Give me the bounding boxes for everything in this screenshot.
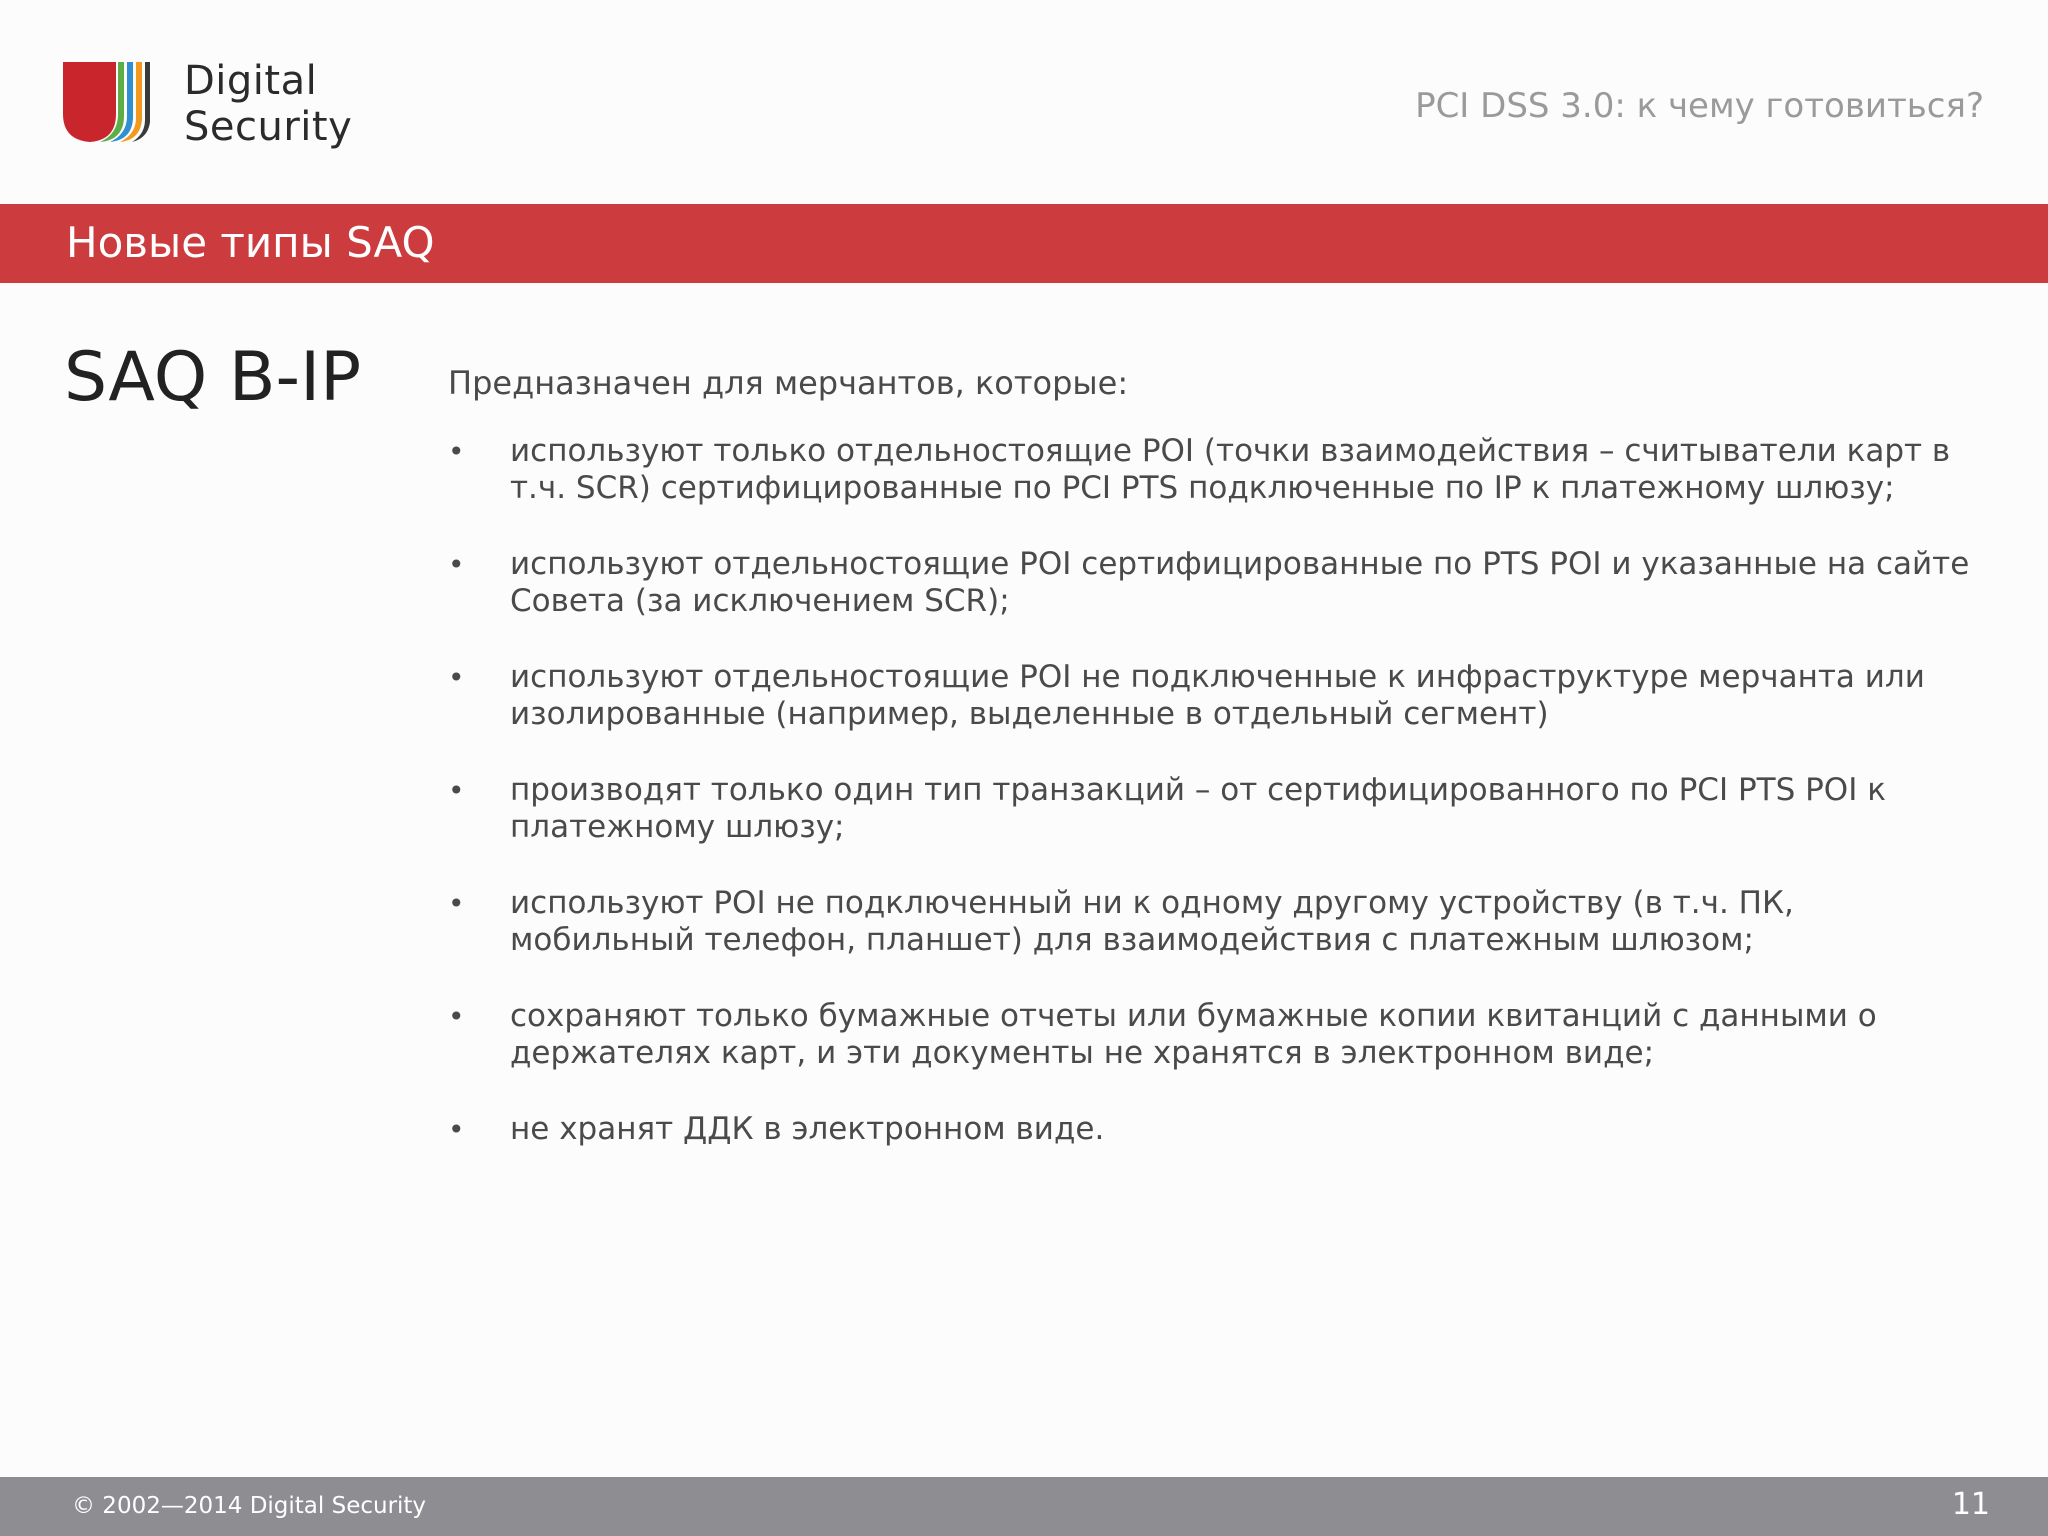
bullet-dot-icon: • — [448, 1113, 465, 1146]
main-content — [448, 363, 1988, 1187]
bullet-dot-icon: • — [448, 1000, 465, 1033]
list-item-text: используют POI не подключенный ни к одному другому устройству (в т.ч. ПК, мобильный телефон, планшет) для взаимодействия с платежным шлюзом; — [510, 885, 1794, 958]
footer — [0, 1477, 2048, 1536]
logo-text-line1: Digital — [184, 58, 318, 104]
list-item — [448, 772, 1988, 846]
intro-text: Предназначен для мерчантов, которые: — [448, 364, 1129, 402]
list-item-text: используют отдельностоящие POI не подключенные к инфраструктуре мерчанта или изолированные (например, выделенные в отдельный сегмент) — [510, 659, 1925, 732]
list-item — [448, 1111, 1988, 1148]
list-item — [448, 998, 1988, 1072]
list-item — [448, 659, 1988, 733]
copyright-text: © 2002—2014 Digital Security — [72, 1493, 427, 1519]
list-item — [448, 885, 1988, 959]
bullet-dot-icon: • — [448, 435, 465, 468]
list-item — [448, 433, 1988, 507]
page-number: 11 — [1951, 1487, 1990, 1522]
list-item — [448, 546, 1988, 620]
requirements-list — [448, 433, 1988, 1148]
logo-wordmark — [184, 58, 352, 150]
digital-security-logo — [60, 58, 353, 158]
slide-title: Новые типы SAQ — [66, 218, 435, 267]
saq-heading: SAQ B-IP — [64, 338, 362, 417]
title-bar — [0, 204, 2048, 283]
presentation-subtitle: PCI DSS 3.0: к чему готовиться? — [1415, 86, 1984, 126]
bullet-dot-icon: • — [448, 548, 465, 581]
bullet-dot-icon: • — [448, 774, 465, 807]
list-item-text: сохраняют только бумажные отчеты или бумажные копии квитанций с данными о держателях карт, и эти документы не хранятся в электронном виде; — [510, 998, 1877, 1071]
bullet-dot-icon: • — [448, 887, 465, 920]
logo-shield-icon — [60, 58, 170, 146]
list-item-text: не хранят ДДК в электронном виде. — [510, 1111, 1105, 1147]
logo-text-line2: Security — [184, 104, 353, 150]
list-item-text: производят только один тип транзакций – от сертифицированного по PCI PTS POI к платежному шлюзу; — [510, 772, 1886, 845]
list-item-text: используют отдельностоящие POI сертифицированные по PTS POI и указанные на сайте Совета (за исключением SCR); — [510, 546, 1970, 619]
list-item-text: используют только отдельностоящие POI (точки взаимодействия – считыватели карт в т.ч. SCR) сертифицированные по PCI PTS подключенные по IP к платежному шлюзу; — [510, 433, 1951, 506]
bullet-dot-icon: • — [448, 661, 465, 694]
